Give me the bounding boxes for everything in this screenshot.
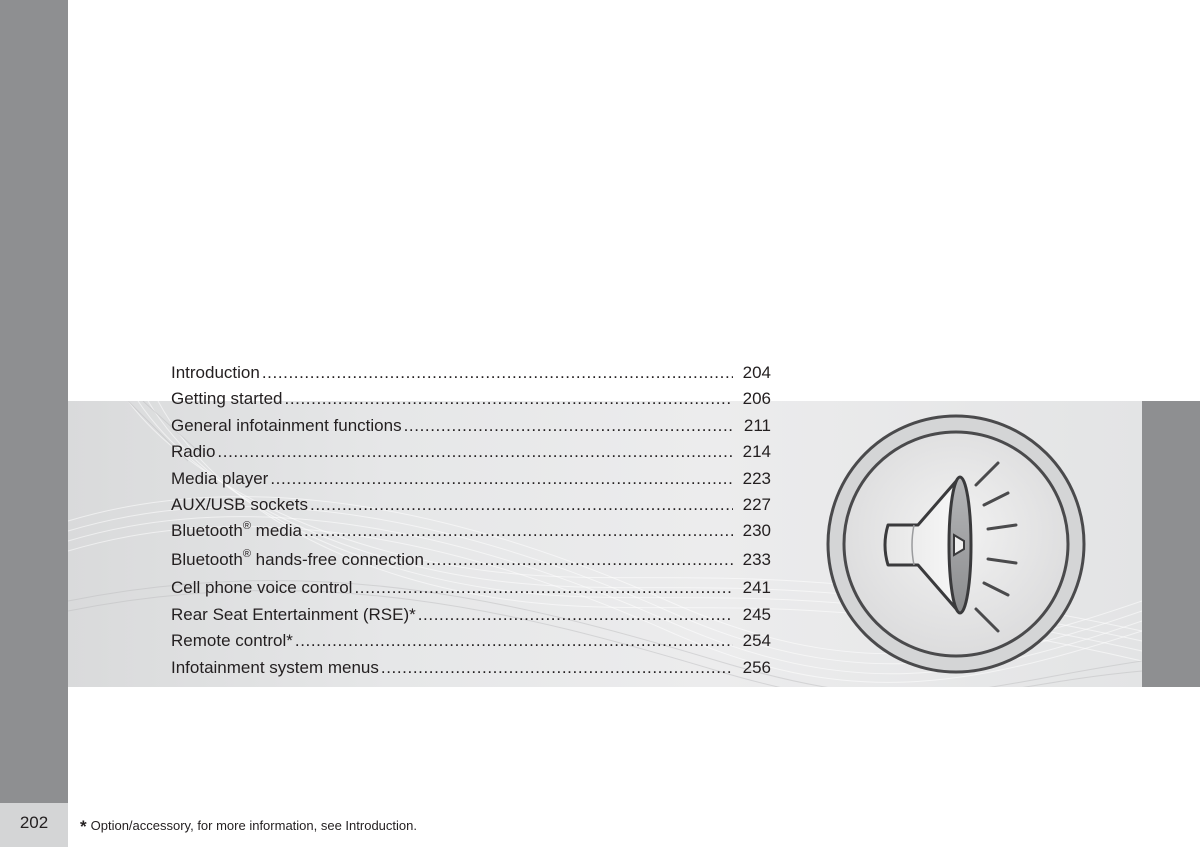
toc-leader: [217, 439, 733, 465]
toc-leader: [426, 547, 733, 573]
toc-entry-page: 230: [742, 521, 771, 541]
toc-entry-title: General infotainment functions: [171, 415, 402, 435]
toc-leader: [270, 466, 733, 492]
toc-entry-title: Introduction: [171, 363, 260, 382]
toc-entry-page: 233: [742, 549, 771, 569]
toc-title-main: Bluetooth: [171, 549, 243, 569]
toc-leader: [304, 518, 733, 544]
toc-entry-page: 211: [743, 415, 771, 435]
toc-entry-page: 241: [742, 578, 771, 598]
toc-entry-page: 254: [742, 631, 771, 651]
toc-entry-title: Getting started: [171, 389, 283, 409]
toc-entry-title: Radio: [171, 442, 216, 462]
page-number: 202: [19, 813, 49, 832]
toc-leader: [418, 602, 733, 628]
toc-entry-page: 256: [742, 657, 771, 677]
registered-mark: ®: [242, 548, 251, 561]
toc-entry-title: Rear Seat Entertainment (RSE)*: [171, 604, 416, 624]
toc-title-main: Bluetooth: [171, 521, 243, 541]
toc-leader: [285, 386, 733, 412]
toc-title-rest: media: [250, 521, 302, 541]
toc-entry[interactable]: [171, 575, 771, 601]
toc-entry-page: 206: [742, 389, 771, 409]
toc-entry-title: Cell phone voice control: [171, 578, 353, 598]
toc-leader: [295, 628, 733, 654]
toc-entry-title: [171, 547, 424, 573]
toc-entry-page: 227: [742, 494, 771, 514]
toc-title-rest: hands-free connection: [250, 549, 424, 569]
toc-leader: [262, 360, 733, 386]
toc-entry-page: 223: [742, 468, 771, 488]
toc-entry-title: Remote control*: [171, 631, 293, 651]
toc-leader: [404, 413, 733, 439]
toc-leader: [310, 492, 733, 518]
footnote: [80, 815, 417, 835]
toc-entry[interactable]: [171, 547, 771, 576]
registered-mark: ®: [242, 519, 251, 532]
toc-leader: [354, 575, 733, 601]
toc-entry[interactable]: [171, 602, 771, 628]
section-tab: [1142, 401, 1200, 687]
toc-entry[interactable]: [171, 413, 771, 439]
toc-entry[interactable]: [171, 386, 771, 412]
speaker-icon: [826, 413, 1086, 675]
toc-entry[interactable]: [171, 360, 771, 386]
toc-entry[interactable]: [171, 439, 771, 465]
toc-entry-title: Infotainment system menus: [171, 657, 379, 677]
left-margin-bar: [0, 0, 68, 803]
toc-entry[interactable]: [171, 466, 771, 492]
toc-entry[interactable]: [171, 628, 771, 654]
toc-entry-title: [171, 518, 302, 544]
toc-entry-page: 245: [742, 604, 771, 624]
toc-entry-page: 204: [742, 363, 771, 382]
toc-entry-page: 214: [742, 442, 771, 462]
toc-leader: [381, 655, 733, 681]
toc-entry-title: Media player: [171, 468, 269, 488]
toc-entry[interactable]: [171, 492, 771, 518]
footnote-star: *: [80, 817, 87, 836]
toc-entry-title: AUX/USB sockets: [171, 494, 308, 514]
table-of-contents: [171, 360, 771, 681]
toc-entry[interactable]: [171, 518, 771, 547]
footnote-text: Option/accessory, for more information, see Introduction.: [90, 818, 417, 833]
toc-entry[interactable]: [171, 655, 771, 681]
